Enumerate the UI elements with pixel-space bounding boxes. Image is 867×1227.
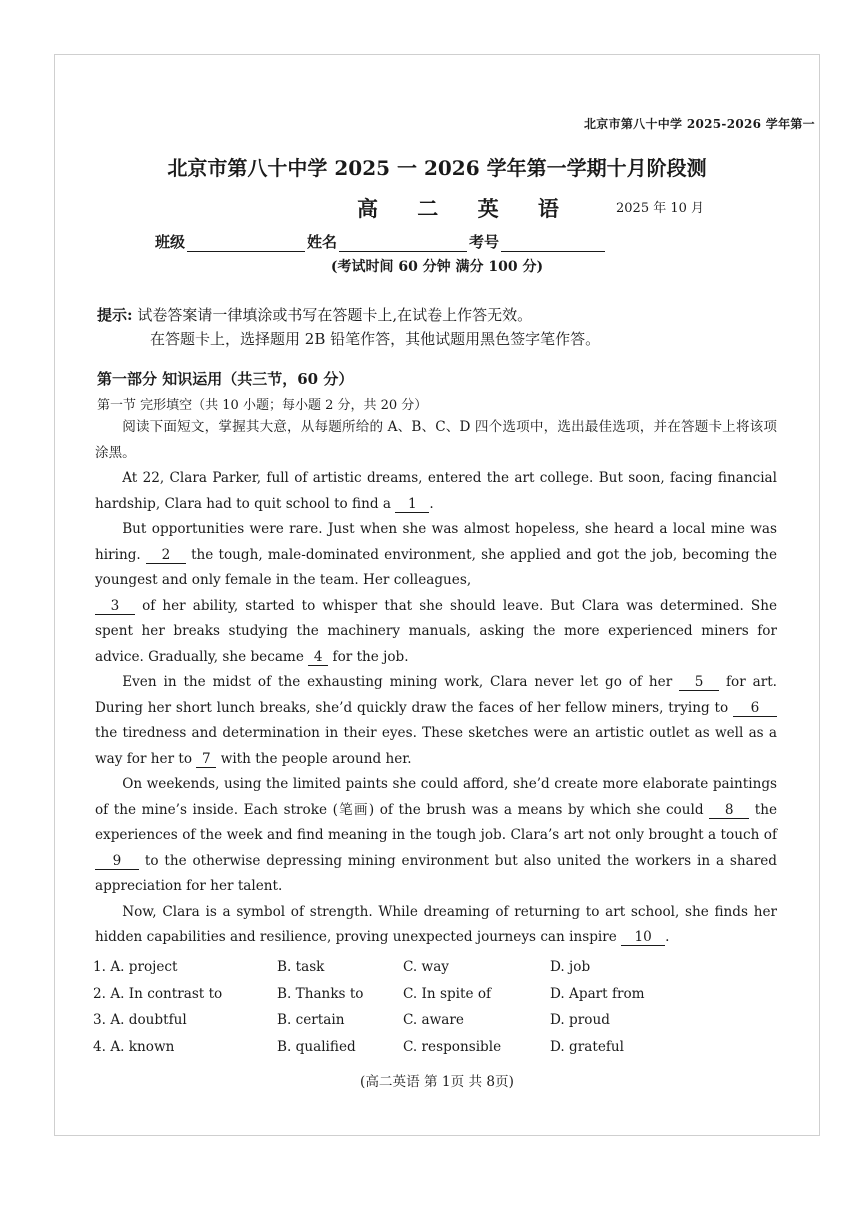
class-field[interactable] [187, 235, 305, 252]
blank-6: 6 [733, 700, 777, 717]
paragraph-6: Now, Clara is a symbol of strength. While dreaming of returning to art school, she finds her hidden capabilities and resilience, proving unexpected journeys can inspire 10 . [95, 903, 777, 945]
question-row [93, 1012, 773, 1039]
tip-label: 提示: [97, 306, 133, 324]
name-label: 姓名 [307, 233, 338, 251]
option-b: B. qualified [277, 1038, 356, 1055]
section-title: 第一节 完形填空（共 10 小题；每小题 2 分，共 20 分） [97, 398, 428, 413]
paragraph-4: Even in the midst of the exhausting mining work, Clara never let go of her 5 for art. During her short lunch breaks, she’d quickly draw the faces of her fellow miners, trying to 6 the tiredness and determination in their eyes. These sketches were an artistic outlet as well as a way for her to 7 with the people around her. [95, 674, 778, 767]
name-field[interactable] [339, 235, 467, 252]
question-row [93, 986, 773, 1013]
option-c: C. responsible [403, 1038, 502, 1055]
id-label: 考号 [469, 233, 500, 251]
exam-time: (考试时间 60 分钟 满分 100 分) [330, 259, 544, 275]
option-b: B. certain [277, 1012, 345, 1028]
class-label: 班级 [155, 233, 186, 251]
blank-8: 8 [709, 802, 749, 819]
paragraph-1: At 22, Clara Parker, full of artistic dreams, entered the art college. But soon, facing financial hardship, Clara had to quit school to find a 1 . [95, 470, 777, 512]
exam-date: 2025 年 10 月 [616, 201, 705, 216]
blank-3: 3 [95, 598, 135, 615]
part-title: 第一部分 知识运用（共三节，60 分） [97, 370, 354, 388]
blank-4: 4 [308, 649, 328, 666]
instruction: 阅读下面短文，掌握其大意，从每题所给的 A、B、C、D 四个选项中，选出最佳选项，并在答题卡上将该项涂黑。 [95, 419, 777, 461]
blank-5: 5 [679, 674, 719, 691]
subject-title: 高 二 英 语 [357, 196, 575, 221]
question-row [93, 1039, 773, 1066]
header-tag: 北京市第八十中学 2025-2026 学年第一 [583, 117, 815, 131]
blank-9: 9 [95, 853, 139, 870]
option-d: D. job [550, 959, 591, 975]
tip-line-1: 试卷答案请一律填涂或书写在答题卡上,在试卷上作答无效。 [137, 306, 533, 324]
option-b: B. Thanks to [277, 985, 364, 1002]
blank-10: 10 [621, 929, 665, 946]
option-d: D. proud [550, 1012, 610, 1028]
question-3: 3. A. doubtful [93, 1012, 187, 1028]
option-c: C. In spite of [403, 985, 492, 1002]
blank-2: 2 [146, 547, 186, 564]
question-2: 2. A. In contrast to [93, 985, 223, 1002]
blank-7: 7 [196, 751, 216, 768]
page-title: 北京市第八十中学 2025 一 2026 学年第一学期十月阶段测 [167, 156, 707, 180]
option-d: D. Apart from [550, 985, 645, 1002]
blank-1: 1 [395, 496, 429, 513]
paragraph-5: On weekends, using the limited paints she could afford, she’d create more elaborate paintings of the mine’s inside. Each stroke (笔画) of the brush was a means by which she could 8 the experiences of the week and find meaning in the tough job. Clara’s art not only brought a touch of 9 to the otherwise depressing mining environment but also united the workers in a shared appreciation for her talent. [95, 776, 778, 894]
paragraph-3: 3 of her ability, started to whisper that she should leave. But Clara was determined. She spent her breaks studying the machinery manuals, asking the more experienced miners for advice. Gradually, she became 4 for the job. [95, 597, 778, 665]
student-info [155, 231, 607, 252]
tip-block [97, 303, 797, 351]
page-footer: (高二英语 第 1页 共 8页) [360, 1074, 514, 1090]
option-d: D. grateful [550, 1038, 625, 1055]
question-1: 1. A. project [93, 959, 178, 975]
cloze-passage [95, 415, 777, 951]
exam-page [54, 54, 820, 1136]
question-row [93, 959, 773, 986]
question-4: 4. A. known [93, 1038, 175, 1055]
id-field[interactable] [501, 235, 605, 252]
option-c: C. way [403, 959, 449, 975]
option-c: C. aware [403, 1012, 464, 1028]
option-b: B. task [277, 959, 325, 975]
paragraph-2: But opportunities were rare. Just when she was almost hopeless, she heard a local mine was hiring. 2 the tough, male-dominated environment, she applied and got the job, becoming the youngest and only female in the team. Her colleagues, [95, 521, 777, 588]
tip-line-2: 在答题卡上，选择题用 2B 铅笔作答，其他试题用黑色签字笔作答。 [150, 330, 601, 348]
question-options [93, 959, 773, 1065]
